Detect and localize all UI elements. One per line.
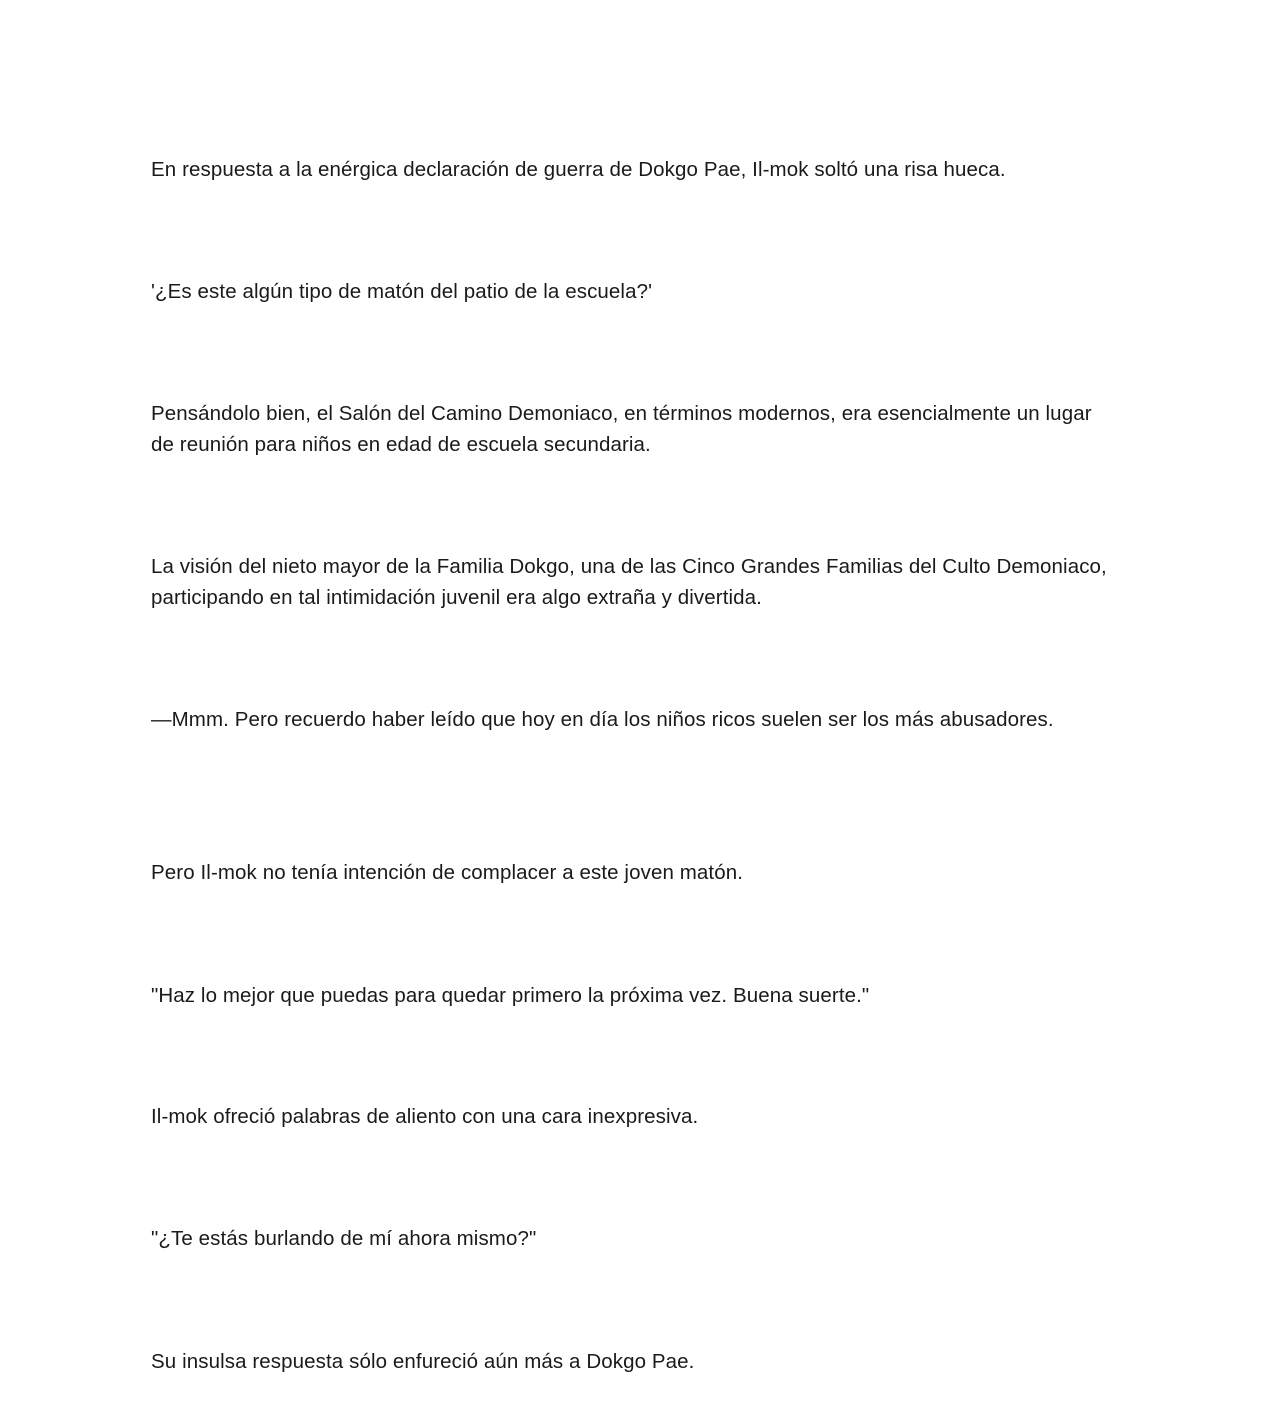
paragraph: La visión del nieto mayor de la Familia Dokgo, una de las Cinco Grandes Familias del Culto Demoniaco, participando en tal intimidación juvenil era algo extraña y divertida. <box>151 555 1107 609</box>
paragraph: Su insulsa respuesta sólo enfureció aún más a Dokgo Pae. <box>151 1350 695 1373</box>
paragraph: En respuesta a la enérgica declaración de guerra de Dokgo Pae, Il-mok soltó una risa hueca. <box>151 158 1006 181</box>
paragraph: Pero Il-mok no tenía intención de complacer a este joven matón. <box>151 861 744 884</box>
paragraph: "Haz lo mejor que puedas para quedar primero la próxima vez. Buena suerte." <box>151 984 870 1007</box>
paragraph: —Mmm. Pero recuerdo haber leído que hoy en día los niños ricos suelen ser los más abusadores. <box>151 708 1054 731</box>
paragraph: '¿Es este algún tipo de matón del patio de la escuela?' <box>151 280 653 303</box>
paragraph: Il-mok ofreció palabras de aliento con una cara inexpresiva. <box>151 1105 699 1128</box>
paragraph: Pensándolo bien, el Salón del Camino Demoniaco, en términos modernos, era esencialmente un lugar de reunión para niños en edad de escuela secundaria. <box>151 402 1092 456</box>
paragraph: "¿Te estás burlando de mí ahora mismo?" <box>151 1227 537 1250</box>
